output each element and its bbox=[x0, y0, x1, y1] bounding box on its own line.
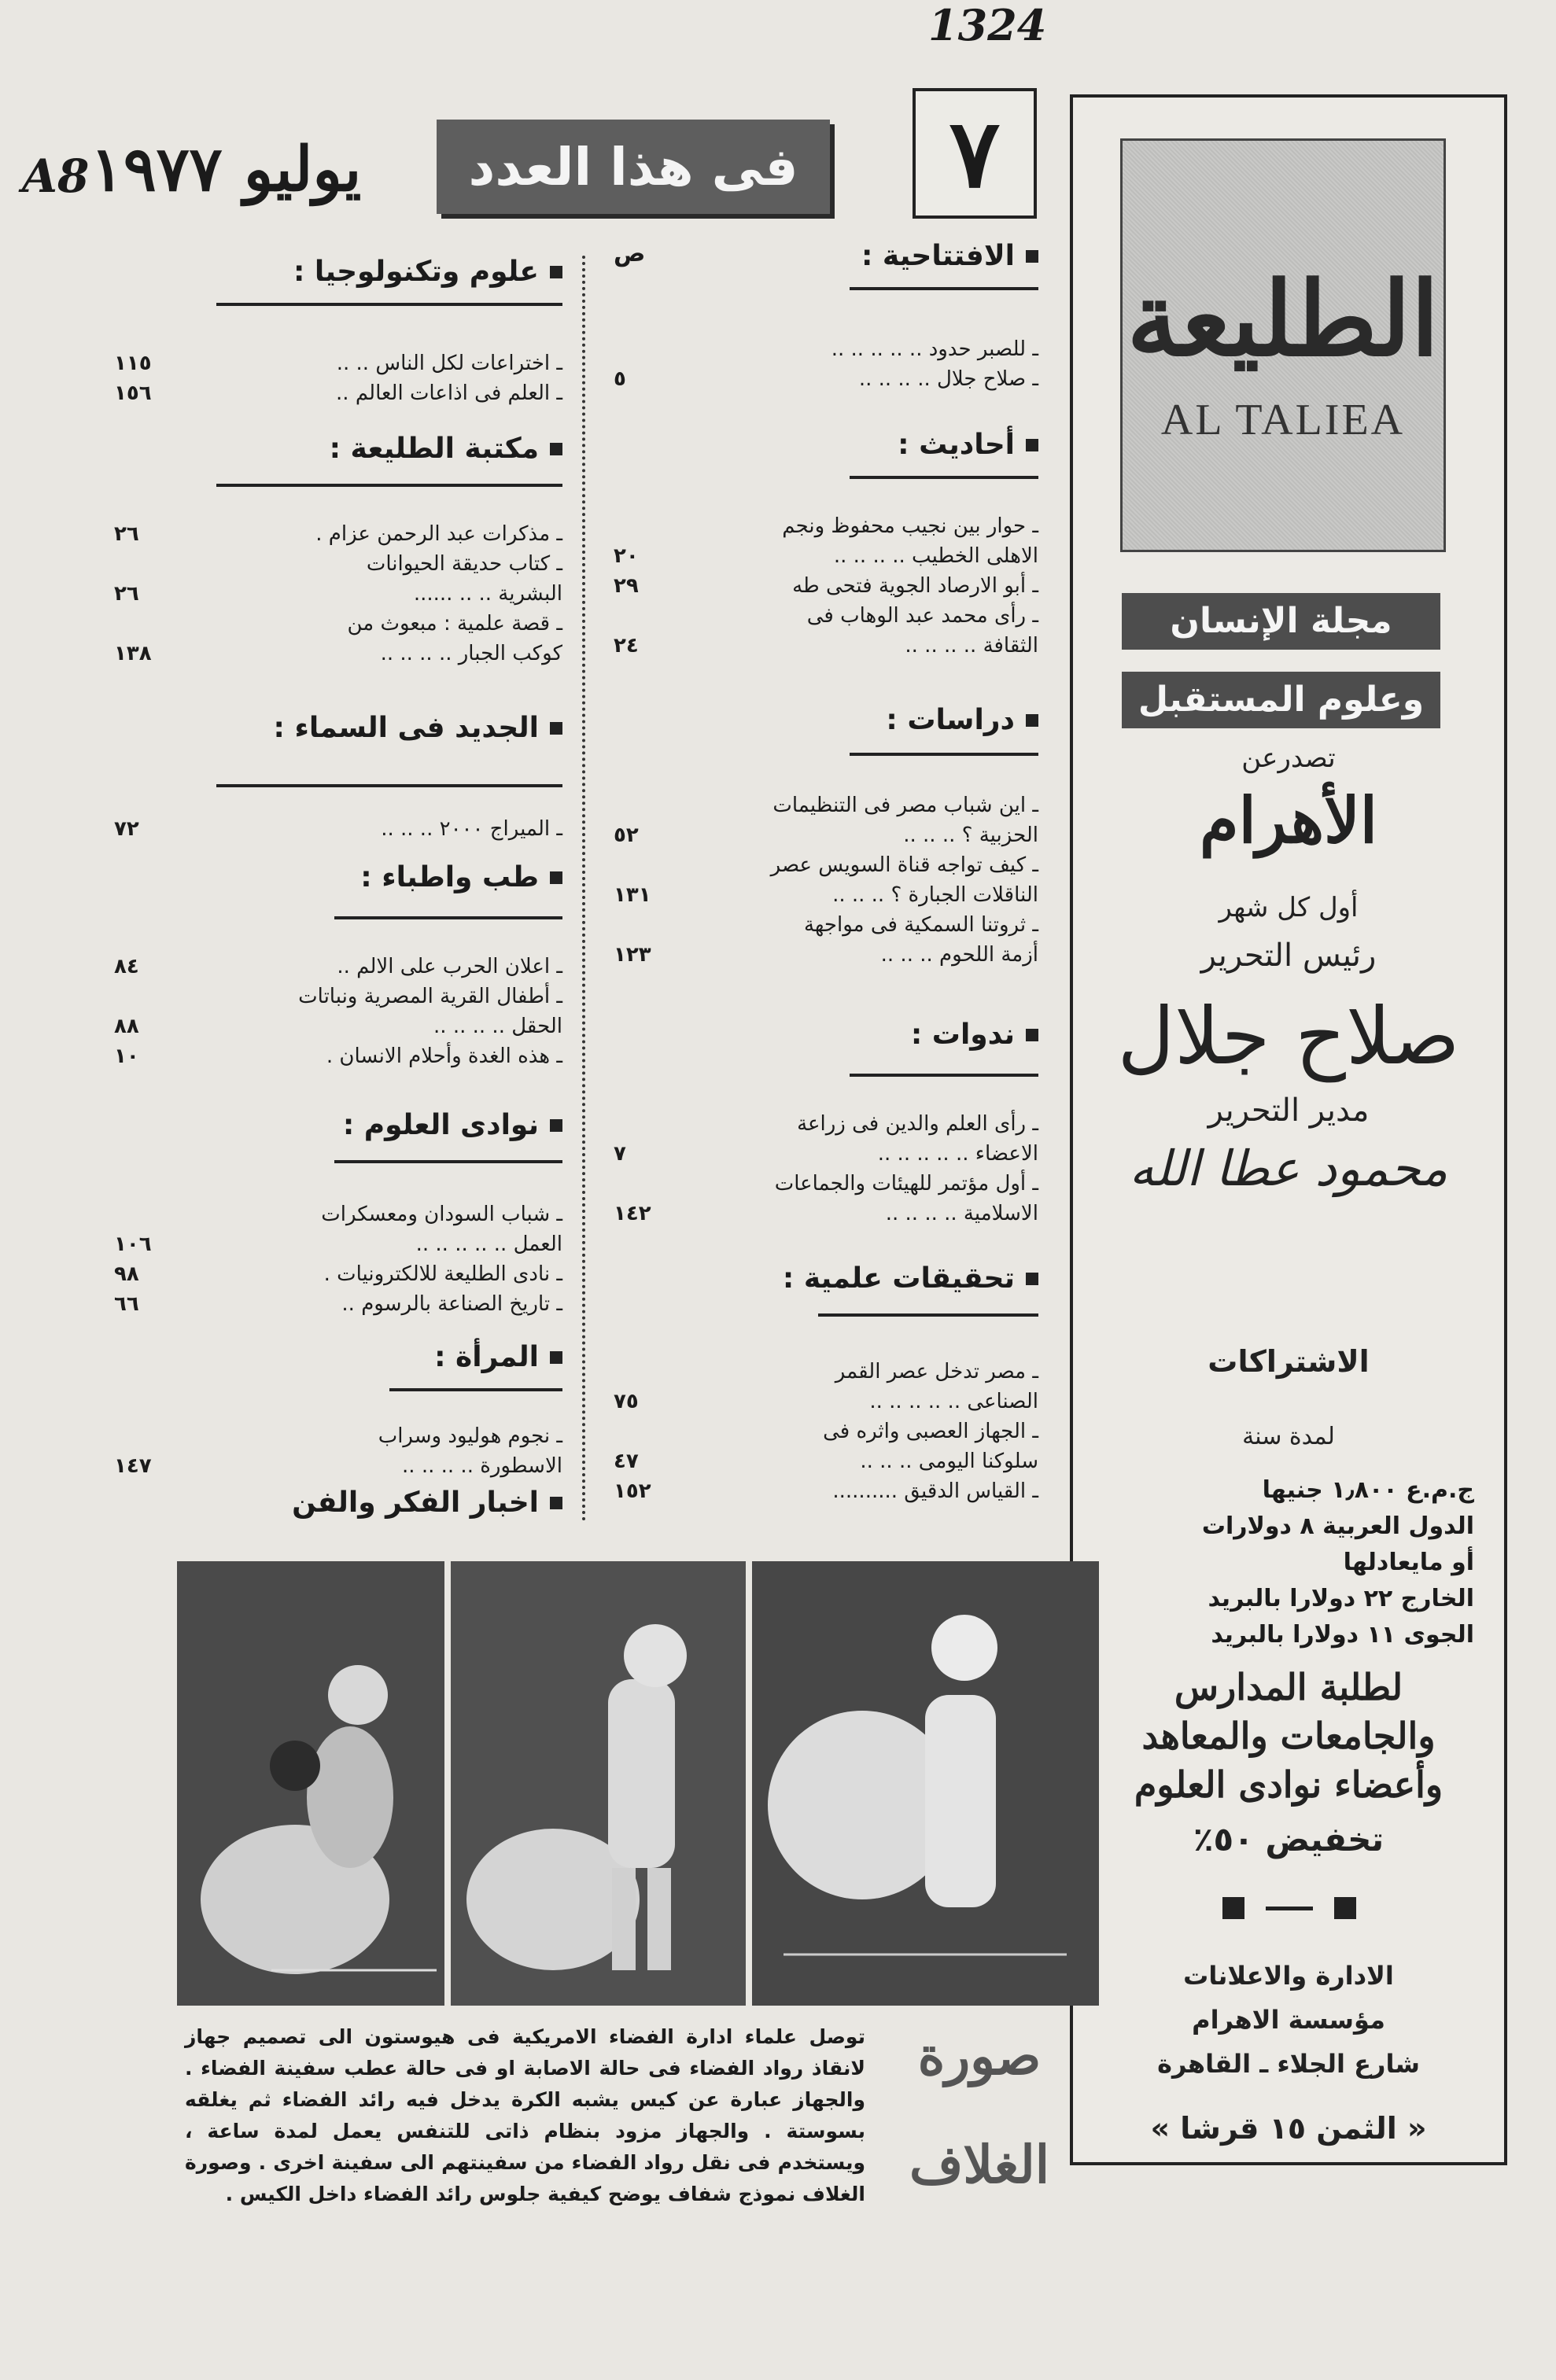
section-rule bbox=[216, 303, 562, 306]
section-rule bbox=[216, 784, 562, 787]
section-rule bbox=[850, 1074, 1038, 1077]
astronaut-standing-image bbox=[451, 1561, 746, 2006]
photo-panel-2 bbox=[451, 1561, 746, 2006]
section-heading: علوم وتكنولوجيا : bbox=[293, 256, 562, 288]
section-heading: اخبار الفكر والفن bbox=[292, 1487, 562, 1519]
student-offer-line: لطلبة المدارس bbox=[1174, 1666, 1403, 1708]
section-heading: دراسات : bbox=[886, 704, 1038, 736]
toc-entry[interactable]: ـ مذكرات عبد الرحمن عزام . ٢٦ bbox=[114, 522, 562, 546]
section-rule bbox=[389, 1388, 562, 1391]
toc-entry[interactable]: الناقلات الجبارة ؟ .. .. .. ١٣١ bbox=[614, 883, 1038, 907]
editor-name: صلاح جلال bbox=[1117, 990, 1460, 1082]
section-rule bbox=[818, 1313, 1038, 1317]
section-bullet-icon bbox=[550, 871, 562, 884]
toc-entry[interactable]: ـ نجوم هوليود وسراب bbox=[378, 1424, 562, 1448]
toc-entry[interactable]: ـ اختراعات لكل الناس .. .. ١١٥ bbox=[114, 352, 562, 375]
section-bullet-icon bbox=[550, 1497, 562, 1509]
section-entries bbox=[614, 1357, 1038, 1506]
masthead-arabic-title: الطليعة bbox=[1126, 259, 1440, 379]
section-heading: مكتبة الطليعة : bbox=[330, 433, 562, 465]
subscription-rate-line: الجوى ١١ دولارا بالبريد bbox=[1211, 1621, 1474, 1649]
toc-entry[interactable]: كوكب الجبار .. .. .. .. ١٣٨ bbox=[114, 642, 562, 665]
section-entries bbox=[114, 519, 562, 669]
toc-entry[interactable]: ـ أبو الارصاد الجوية فتحى طه ٢٩ bbox=[614, 574, 1038, 598]
toc-entry[interactable]: ـ اعلان الحرب على الالم .. ٨٤ bbox=[114, 955, 562, 978]
column-divider bbox=[582, 256, 585, 1522]
issue-date: يوليو ١٩٧٧ bbox=[90, 134, 362, 205]
photo-panel-3 bbox=[752, 1561, 1099, 2006]
section-bullet-icon bbox=[1026, 1273, 1038, 1285]
toc-entry[interactable]: ـ قصة علمية : مبعوث من bbox=[347, 612, 562, 636]
section-rule bbox=[334, 1160, 562, 1163]
ornament-divider bbox=[1222, 1897, 1356, 1919]
section-entries bbox=[114, 1199, 562, 1319]
subscription-rate-line: الدول العربية ٨ دولارات bbox=[1201, 1512, 1474, 1540]
toc-entry[interactable]: ـ أول مؤتمر للهيئات والجماعات bbox=[774, 1172, 1038, 1196]
subscription-rate-line: الخارج ٢٢ دولارا بالبريد bbox=[1208, 1585, 1474, 1612]
toc-entry[interactable]: ـ نادى الطليعة للالكترونيات . ٩٨ bbox=[114, 1262, 562, 1286]
section-bullet-icon bbox=[1026, 1029, 1038, 1041]
masthead-english-title: AL TALIEA bbox=[1160, 396, 1406, 444]
page-column-label: ص bbox=[614, 240, 646, 267]
toc-entry[interactable]: ـ حوار بين نجيب محفوظ ونجم bbox=[782, 514, 1038, 538]
section-rule bbox=[334, 916, 562, 919]
subscription-rate-line: ج.م.ع ١٫٨٠٠ جنيها bbox=[1262, 1476, 1474, 1504]
toc-entry[interactable]: ـ تاريخ الصناعة بالرسوم .. ٦٦ bbox=[114, 1292, 562, 1316]
section-entries bbox=[114, 1421, 562, 1481]
section-entries bbox=[614, 1109, 1038, 1229]
toc-entry[interactable]: ـ هذه الغدة وأحلام الانسان . ١٠ bbox=[114, 1044, 562, 1068]
toc-entry[interactable]: ـ اين شباب مصر فى التنظيمات bbox=[772, 794, 1038, 817]
admin-line: شارع الجلاء ـ القاهرة bbox=[1157, 2049, 1420, 2079]
issued-by-label: تصدرعن bbox=[1241, 742, 1336, 774]
section-bullet-icon bbox=[1026, 714, 1038, 727]
toc-entry[interactable]: ـ كتاب حديقة الحيوانات bbox=[366, 552, 562, 576]
toc-entry[interactable]: ـ للصبر حدود .. .. .. .. .. bbox=[831, 337, 1038, 361]
toc-entry[interactable]: الثقافة .. .. .. .. ٢٤ bbox=[614, 634, 1038, 658]
section-bullet-icon bbox=[550, 443, 562, 455]
discount-label: تخفيض ٥٠٪ bbox=[1193, 1820, 1385, 1859]
toc-entry[interactable]: الصناعى .. .. .. .. .. ٧٥ bbox=[614, 1390, 1038, 1413]
section-heading: المرأة : bbox=[434, 1341, 562, 1373]
toc-entry[interactable]: ـ رأى محمد عبد الوهاب فى bbox=[806, 604, 1038, 628]
subscriptions-title: الاشتراكات bbox=[1208, 1344, 1370, 1379]
toc-entry[interactable]: الاسلامية .. .. .. .. ١٤٢ bbox=[614, 1202, 1038, 1225]
photo-gap bbox=[444, 1561, 451, 2006]
section-entries bbox=[114, 348, 562, 408]
tagline-2: وعلوم المستقبل bbox=[1122, 672, 1440, 728]
tagline-1: مجلة الإنسان bbox=[1122, 593, 1440, 650]
toc-entry[interactable]: سلوكنا اليومى .. .. .. ٤٧ bbox=[614, 1450, 1038, 1473]
editor-label: رئيس التحرير bbox=[1200, 938, 1377, 974]
subscription-rates bbox=[1104, 1472, 1474, 1653]
section-entries bbox=[614, 334, 1038, 394]
section-bullet-icon bbox=[1026, 439, 1038, 451]
astronaut-with-sphere-image bbox=[752, 1561, 1099, 2006]
section-heading: نوادى العلوم : bbox=[343, 1109, 562, 1141]
section-rule bbox=[850, 476, 1038, 479]
cover-caption-title bbox=[877, 2025, 1082, 2195]
toc-entry[interactable]: ـ الميراج ٢٠٠٠ .. .. .. ٧٢ bbox=[114, 817, 562, 841]
toc-entry[interactable]: ـ أطفال القرية المصرية ونباتات bbox=[298, 985, 562, 1008]
admin-line: الادارة والاعلانات bbox=[1183, 1961, 1394, 1991]
publisher-name: الأهرام bbox=[1200, 783, 1377, 857]
section-entries bbox=[114, 952, 562, 1071]
issue-number: ٧ bbox=[913, 88, 1037, 219]
section-entries bbox=[614, 790, 1038, 970]
toc-entry[interactable]: الاعضاء .. .. .. .. .. ٧ bbox=[614, 1142, 1038, 1166]
toc-entry[interactable]: أزمة اللحوم .. .. .. ١٢٣ bbox=[614, 943, 1038, 967]
in-this-issue-banner: فى هذا العدد bbox=[437, 120, 830, 214]
section-bullet-icon bbox=[550, 1351, 562, 1364]
toc-entry[interactable]: ـ شباب السودان ومعسكرات bbox=[321, 1203, 562, 1226]
section-heading: أحاديث : bbox=[898, 429, 1038, 461]
section-entries bbox=[614, 511, 1038, 661]
photo-panel-1 bbox=[177, 1561, 444, 2006]
section-rule bbox=[216, 484, 562, 487]
section-entries bbox=[114, 814, 562, 844]
toc-entry[interactable]: ـ صلاح جلال .. .. .. .. ٥ bbox=[614, 367, 1038, 391]
cover-photo bbox=[177, 1561, 1099, 2006]
frequency-label: أول كل شهر bbox=[1219, 892, 1359, 923]
managing-editor-name: محمود عطا الله bbox=[1129, 1140, 1448, 1197]
toc-entry[interactable]: ـ القياس الدقيق .......... ١٥٢ bbox=[614, 1479, 1038, 1503]
administration-address bbox=[1073, 1954, 1504, 2086]
photo-gap bbox=[746, 1561, 752, 2006]
cover-caption-title-line: صورة bbox=[917, 2025, 1042, 2087]
section-rule bbox=[850, 753, 1038, 756]
toc-entry[interactable]: الحزبية ؟ .. .. .. ٥٢ bbox=[614, 823, 1038, 847]
toc-entry[interactable]: العمل .. .. .. .. .. ١٠٦ bbox=[114, 1232, 562, 1256]
section-bullet-icon bbox=[550, 266, 562, 278]
toc-entry[interactable]: ـ ثروتنا السمكية فى مواجهة bbox=[803, 913, 1038, 937]
masthead-sidebar bbox=[1070, 94, 1507, 2165]
student-offer bbox=[1073, 1663, 1504, 1809]
subscriptions-period: لمدة سنة bbox=[1242, 1423, 1335, 1450]
archive-code-side: A8 bbox=[22, 149, 90, 203]
toc-entry[interactable]: ـ مصر تدخل عصر القمر bbox=[835, 1360, 1038, 1383]
subscription-rate-line: أو مايعادلها bbox=[1343, 1549, 1474, 1576]
cover-caption-title-line: الغلاف bbox=[909, 2134, 1050, 2195]
section-heading: الجديد فى السماء : bbox=[274, 712, 562, 744]
toc-entry[interactable]: الاهلى الخطيب .. .. .. .. ٢٠ bbox=[614, 544, 1038, 568]
toc-entry[interactable]: ـ رأى العلم والدين فى زراعة bbox=[797, 1112, 1038, 1136]
toc-entry[interactable]: الحقل .. .. .. .. ٨٨ bbox=[114, 1015, 562, 1038]
admin-line: مؤسسة الاهرام bbox=[1192, 2005, 1385, 2035]
managing-editor-label: مدير التحرير bbox=[1208, 1092, 1370, 1129]
section-heading: طب واطباء : bbox=[360, 861, 562, 893]
price-label: « الثمن ١٥ قرشا » bbox=[1150, 2111, 1427, 2146]
student-offer-line: والجامعات والمعاهد bbox=[1141, 1715, 1436, 1757]
toc-entry[interactable]: ـ الجهاز العصبى واثره فى bbox=[823, 1420, 1038, 1443]
astronaut-entering-bag-image bbox=[177, 1561, 444, 2006]
toc-entry[interactable]: الاسطورة .. .. .. .. ١٤٧ bbox=[114, 1454, 562, 1478]
toc-entry[interactable]: ـ كيف تواجه قناة السويس عصر bbox=[770, 853, 1038, 877]
section-heading: الافتتاحية : bbox=[861, 240, 1038, 272]
section-bullet-icon bbox=[1026, 250, 1038, 263]
toc-entry[interactable]: ـ العلم فى اذاعات العالم .. ١٥٦ bbox=[114, 381, 562, 405]
section-bullet-icon bbox=[550, 1119, 562, 1132]
section-bullet-icon bbox=[550, 722, 562, 735]
toc-entry[interactable]: البشرية .. .. ...... ٢٦ bbox=[114, 582, 562, 606]
section-heading: ندوات : bbox=[911, 1019, 1038, 1051]
section-heading: تحقيقات علمية : bbox=[783, 1262, 1038, 1295]
archive-code-top: 1324 bbox=[928, 0, 1047, 50]
student-offer-line: وأعضاء نوادى العلوم bbox=[1134, 1763, 1444, 1806]
masthead-logo bbox=[1120, 138, 1446, 552]
section-rule bbox=[850, 287, 1038, 290]
cover-caption-text: توصل علماء ادارة الفضاء الامريكية فى هيوستون الى تصميم جهاز لانقاذ رواد الفضاء فى حالة الاصابة او فى حالة عطب سفينة الفضاء . والجهاز عبارة عن كيس يشبه الكرة يدخل فيه رائد الفضاء ثم يغلقه بسوستة . والجهاز مزود بنظام ذاتى للتنفس يعمل لمدة ساعة ، ويستخدم فى نقل رواد الفضاء من سفينتهم الى سفينة اخرى . وصورة الغلاف نموذج شفاف يوضح كيفية جلوس رائد الفضاء داخل الكيس . bbox=[185, 2025, 865, 2205]
